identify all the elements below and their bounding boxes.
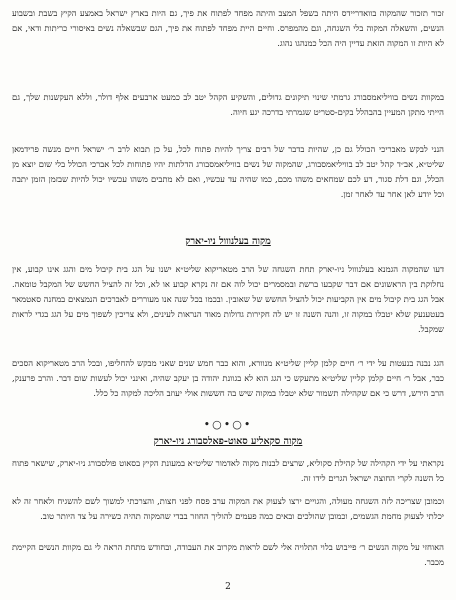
section-skolya-paragraph-2: וכמובן שצריכה לזה השגחה מעולה, והגויים ירצו לצעוק את המקוה ערב פסח לפני חצות, והצרכתי למשוך לשם להשגיח ולאחר זה לא יכלתי לצעוק מחמת הגשמים, וכמובן שהולכים ובאים כמה פעמים להוליך החוזר בבדי שהמקוה תהיה כשירה על צד היותר טוב. [12, 496, 444, 521]
section-bellville-paragraph-1: דעו שהמקוה הגמנא בעלנווול ניו-יארק תחת השגחה של הרב מטאריקוא שליט״א ישנו על הגג בית קיבול מים והגג אינו קבוע, אין נחלוקת בין הראשונים אם דבר שקבעו ברשת ובמסמרים יכול לוה אם זה נקרא קבוע או לא, וכל זה להציל החשש של המקבל טומאה. אבל הגג בית קיבול מים אין הקביעות יכול להציל החשש של שאובין. ובכמו בכל שנה אנו מעוררים לאברכים הנמצאים במחנה סאטמאר בעטענעק שלא יטבלו במקוה זו, והנה השנה זו יש לה חקירות גדולות מאוד הנראות לעינים, ולא צריכין לשפוך מים על הגג בגדי לראות שמקבל. [12, 264, 444, 334]
paragraph-intro-3: הנני לבקש מאבריכי הכולל גם כן, שהיות בדבר של רבים צריך להיות פתוח לכל, על כן תבוא לרב ר׳ ישראל חיים מנשה פרידמאן שליט״א, אב״ד קהל יטב לב בוויליאמסבורג, שהמקוה של נשים בוויליאמסבורג הדלתות יהיו פתוחות לכל אברכי הכולל בלי שום יוצא מן הכלל, וגם דלת סגור, דע לכם שמחאים משהו מכם, כמו שהיה עד עכשיו, ואם לא מתבים משהו עכשיו יכול להיות שבזמן הזמן יתבה וכל יודע לאן אחר עד לאחר זמן. [12, 144, 444, 199]
page-number: 2 [225, 582, 231, 592]
section-divider: •○•○• [203, 418, 253, 431]
section-heading-skolya: מקוה סקאליע סאוט-פאלסבורג ניו-יארק [153, 436, 303, 447]
section-skolya-paragraph-3: האוחזי על מקוה הנשים ר׳ פייבוש בלוי התלויה אלי לשם לראות מקרוב את העבודה, ובחודש מתחת הראה לי גם מקוות הנשים הקיימת מכבר. [12, 542, 444, 567]
paragraph-intro-1: זכור תזכור שהמקוה בוואדריידס היתה בשפל המצב והיתה מפחד לפתוח את פיך, גם היות בארץ ישראל באמצע הקיץ בשבת ובשבוע הנשים, והשאלה המקוה בלי השגחה, וגם מהמפרס. וחיים היית מפחד לפתוח את פיך, הגם שבשאלה נשים באיסורי כריתות ודאי, אם לא היות זו המקוה הזאת עדיין היה הכל כמנהגו נהוג. [12, 8, 444, 48]
paragraph-intro-2: במקוות נשים בוויליאמסבורג גרמתי שינוי תיקונים גדולים, והשקיע הקהל יטב לב כמעט ארבעים אלף דולר, וללא העקשנות שלך, גם הייתי מתקן המעיין בהבהלל בקים-סטריט שגמרתי בדרכה יגע חיוה. [12, 92, 444, 117]
section-bellville-paragraph-2: הגג נבנה בנעטות על ידי ר׳ חיים קלמן קליין שליט״א מנוורא, והוא כבר חמש שנים שאני מבקש להחליפו, ובכל הרב מטאריקוא הסכים כבר, אבל ר׳ חיים קלמן קליין שליט״א מתעקש כי הגג הוא לא בגוונת יהודה בן יעקב שהיה, ואינני יכול לעשות שום דבר. והרב פרענק, הרב הירש, דרש כי אם שקהילה תשמור שלא יטבלו במקוה שיש בה חששות אולי יעוזב הליכה למקוה כל כלל. [12, 358, 444, 398]
section-heading-bellville: מקוה בעלנווול ניו-יארק [185, 236, 271, 247]
section-skolya-paragraph-1: נקראתי על ידי הקהילה של קהילת סקוליא, שרצים לבנות מקוה לאדמור שליט״א במעונת הקיץ בסאוט פולסבורג ניו-יארק, שישאר פתוח כל השנה לקרי החוצה ישראל הגרים לידו זה. [12, 458, 444, 483]
